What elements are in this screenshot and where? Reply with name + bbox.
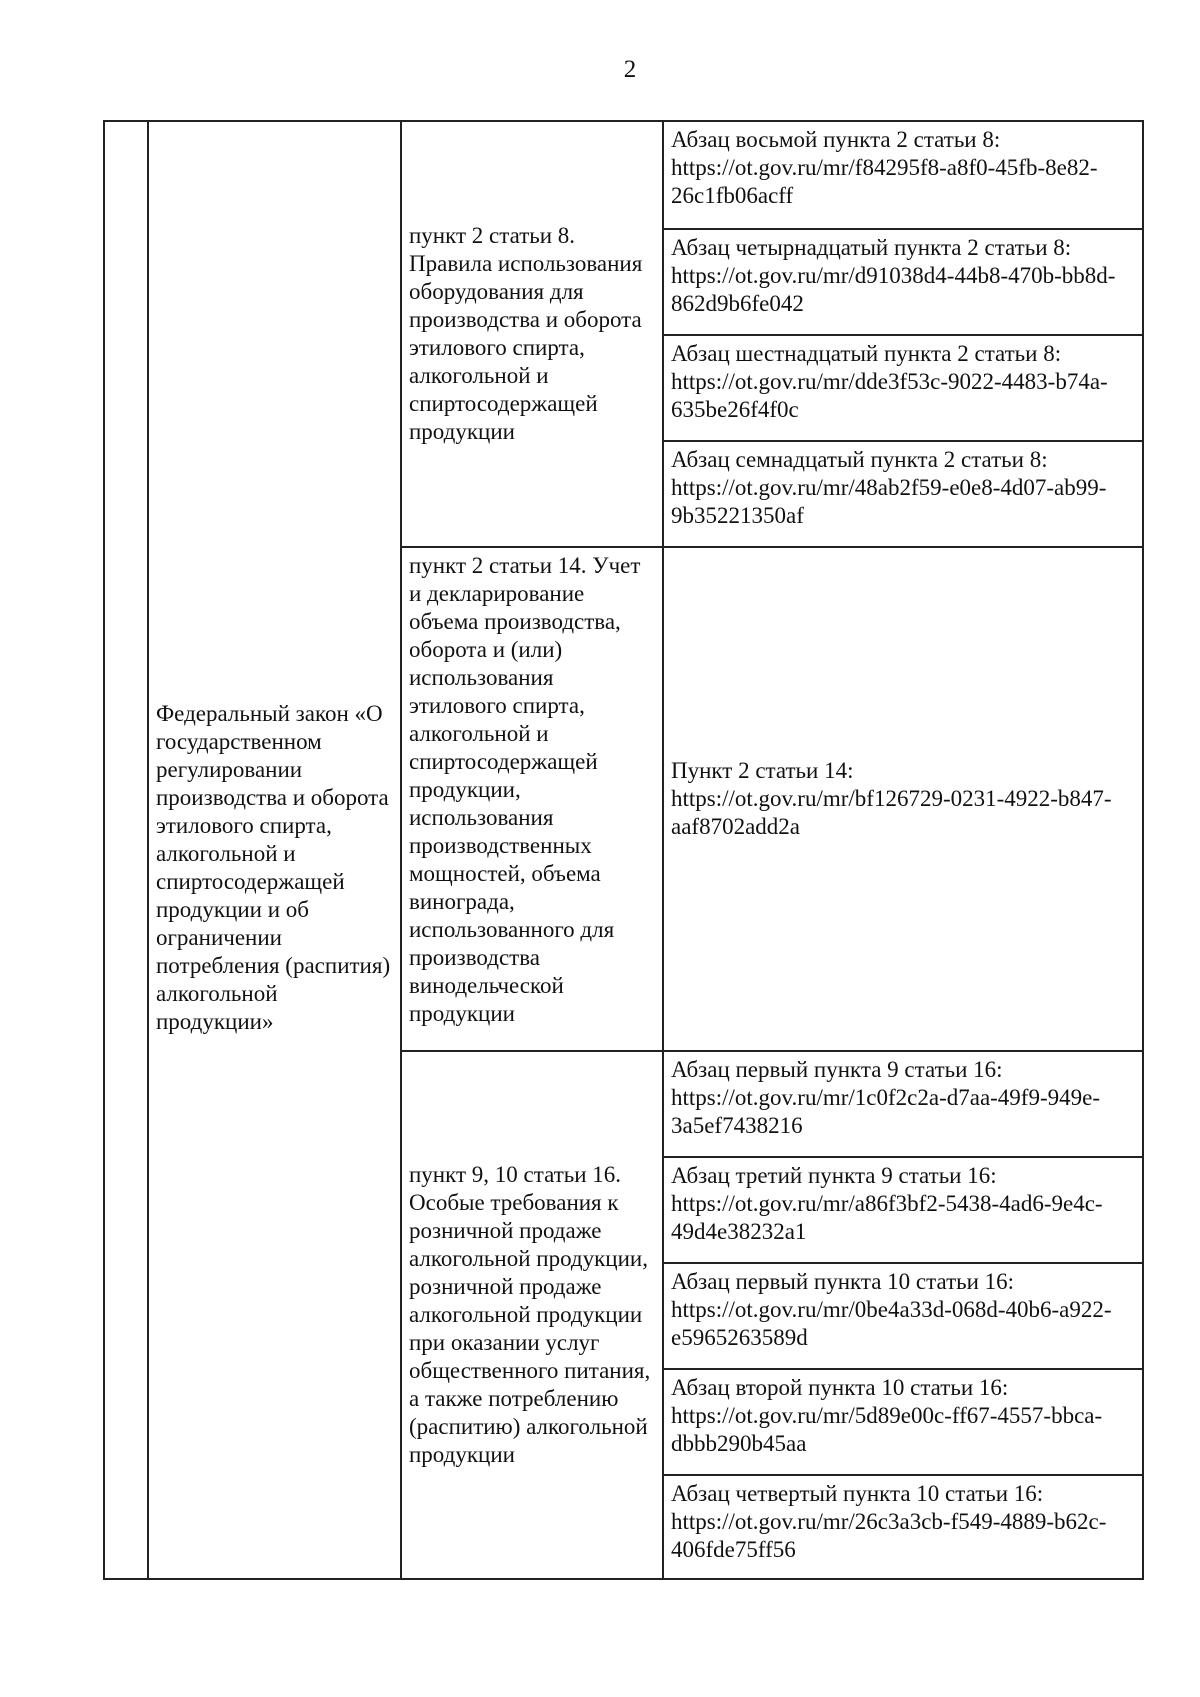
link-url[interactable]: https://ot.gov.ru/mr/1c0f2c2a-d7aa-49f9-949e-3a5ef7438216 [671,1085,1100,1138]
link-cell [663,547,1143,1051]
link-url[interactable]: https://ot.gov.ru/mr/5d89e00c-ff67-4557-bbca-dbbb290b45aa [671,1403,1103,1456]
row-number-cell [104,121,148,1579]
link-title: Абзац четырнадцатый пункта 2 статьи 8: [671,235,1072,260]
law-title-cell: Федеральный закон «О государственном регулировании производства и оборота этилового спирта, алкогольной и спиртосодержащей продукции и об ограничении потребления (распития) алкогольной продукции» [148,121,401,1579]
link-url[interactable]: https://ot.gov.ru/mr/d91038d4-44b8-470b-bb8d-862d9b6fe042 [671,263,1116,316]
regulation-table [103,120,1144,1580]
link-title: Абзац четвертый пункта 10 статьи 16: [671,1481,1044,1506]
article-cell: пункт 2 статьи 8. Правила использования оборудования для производства и оборота этилового спирта, алкогольной и спиртосодержащей продукции [401,121,663,547]
link-cell [663,1475,1143,1579]
link-cell [663,121,1143,229]
link-title: Абзац третий пункта 9 статьи 16: [671,1163,997,1188]
link-url[interactable]: https://ot.gov.ru/mr/bf126729-0231-4922-b847-aaf8702add2a [671,786,1112,839]
link-url[interactable]: https://ot.gov.ru/mr/0be4a33d-068d-40b6-a922-e5965263589d [671,1297,1112,1350]
page-number: 2 [623,56,637,83]
link-title: Абзац шестнадцатый пункта 2 статьи 8: [671,341,1062,366]
link-cell [663,229,1143,335]
link-url[interactable]: https://ot.gov.ru/mr/dde3f53c-9022-4483-b74a-635be26f4f0c [671,369,1108,422]
link-title: Абзац второй пункта 10 статьи 16: [671,1375,1009,1400]
link-url[interactable]: https://ot.gov.ru/mr/f84295f8-a8f0-45fb-8e82-26c1fb06acff [671,155,1098,208]
link-title: Абзац семнадцатый пункта 2 статьи 8: [671,447,1048,472]
link-cell [663,1369,1143,1475]
link-url[interactable]: https://ot.gov.ru/mr/a86f3bf2-5438-4ad6-9e4c-49d4e38232a1 [671,1191,1103,1244]
link-title: Абзац восьмой пункта 2 статьи 8: [671,127,1001,152]
link-cell [663,1157,1143,1263]
link-cell [663,335,1143,441]
table-row [104,121,1143,229]
link-title: Абзац первый пункта 10 статьи 16: [671,1269,1015,1294]
article-cell: пункт 9, 10 статьи 16. Особые требования к розничной продаже алкогольной продукции, розничной продаже алкогольной продукции при оказании услуг общественного питания, а также потреблению (распитию) алкогольной продукции [401,1051,663,1579]
link-cell [663,441,1143,547]
link-cell [663,1051,1143,1157]
link-url[interactable]: https://ot.gov.ru/mr/26c3a3cb-f549-4889-b62c-406fde75ff56 [671,1509,1107,1562]
link-title: Абзац первый пункта 9 статьи 16: [671,1057,1003,1082]
link-url[interactable]: https://ot.gov.ru/mr/48ab2f59-e0e8-4d07-ab99-9b35221350af [671,475,1107,528]
article-cell: пункт 2 статьи 14. Учет и декларирование объема производства, оборота и (или) использования этилового спирта, алкогольной и спиртосодержащей продукции, использования производственных мощностей, объема винограда, использованного для производства винодельческой продукции [401,547,663,1051]
link-title: Пункт 2 статьи 14: [671,758,854,783]
link-cell [663,1263,1143,1369]
